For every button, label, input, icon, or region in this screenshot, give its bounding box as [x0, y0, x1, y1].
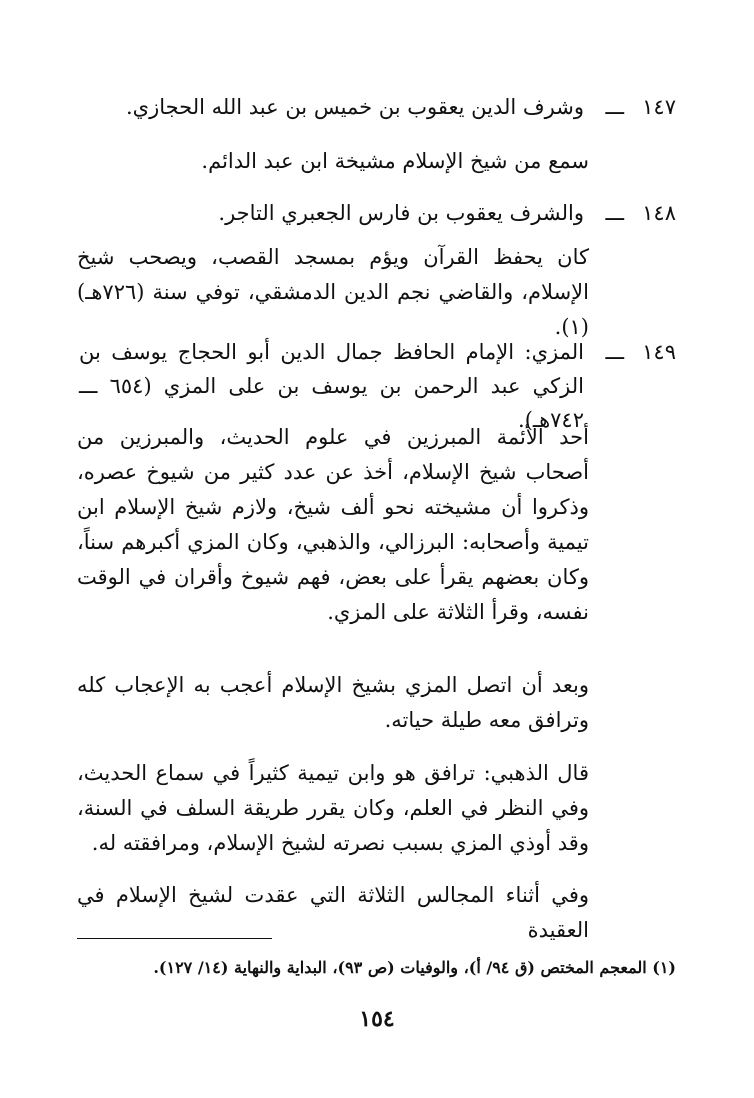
paragraph-mizzi-admiration: وبعد أن اتصل المزي بشيخ الإسلام أعجب به الإعجاب كله وترافق معه طيلة حياته.: [77, 673, 589, 732]
entry-text: والشرف يعقوب بن فارس الجعبري التاجر.: [218, 201, 584, 225]
entry-number: ١٤٧: [642, 95, 676, 119]
paragraph-majalis: وفي أثناء المجالس الثلاثة التي عقدت لشيخ الإسلام في العقيدة: [77, 883, 589, 942]
entry-dash: ـــ: [605, 340, 624, 364]
paragraph-148-note: كان يحفظ القرآن ويؤم بمسجد القصب، ويصحب شيخ الإسلام، والقاضي نجم الدين الدمشقي، توفي سنة (٧٢٦هـ)(١).: [77, 245, 589, 339]
footnote: (١) المعجم المختص (ق ٩٤/ أ)، والوفيات (ص ٩٣)، البداية والنهاية (١٤/ ١٢٧).: [153, 958, 676, 977]
entry-text: المزي: الإمام الحافظ جمال الدين أبو الحجاج يوسف بن الزكي عبد الرحمن بن يوسف بن على المزي (٦٥٤ ـــ ٧٤٢هـ).: [79, 340, 584, 432]
footnote-separator: [77, 938, 272, 939]
entry-dash: ـــ: [605, 95, 624, 119]
entry-dash: ـــ: [605, 201, 624, 225]
entry-number: ١٤٩: [642, 340, 676, 364]
page-number: ١٥٤: [359, 1006, 395, 1032]
entry-text: وشرف الدين يعقوب بن خميس بن عبد الله الحجازي.: [125, 95, 584, 119]
paragraph-mizzi-bio: أحد الأئمة المبرزين في علوم الحديث، والمبرزين من أصحاب شيخ الإسلام، أخذ عن عدد كثير من شيوخ عصره، وذكروا أن مشيخته نحو ألف شيخ، ولازم شيخ الإسلام ابن تيمية وأصحابه: البرزالي، والذهبي، وكان المزي أكبرهم سناً، وكان بعضهم يقرأ على بعض، فهم شيوخ وأقران في الوقت نفسه، وقرأ الثلاثة على المزي.: [77, 425, 589, 624]
paragraph-147-note: سمع من شيخ الإسلام مشيخة ابن عبد الدائم.: [201, 149, 589, 173]
paragraph-dhahabi-quote: قال الذهبي: ترافق هو وابن تيمية كثيراً في سماع الحديث، وفي النظر في العلم، وكان يقرر طريقة السلف في السنة، وقد أوذي المزي بسبب نصرته لشيخ الإسلام، ومرافقته له.: [77, 761, 589, 855]
entry-number: ١٤٨: [642, 201, 676, 225]
